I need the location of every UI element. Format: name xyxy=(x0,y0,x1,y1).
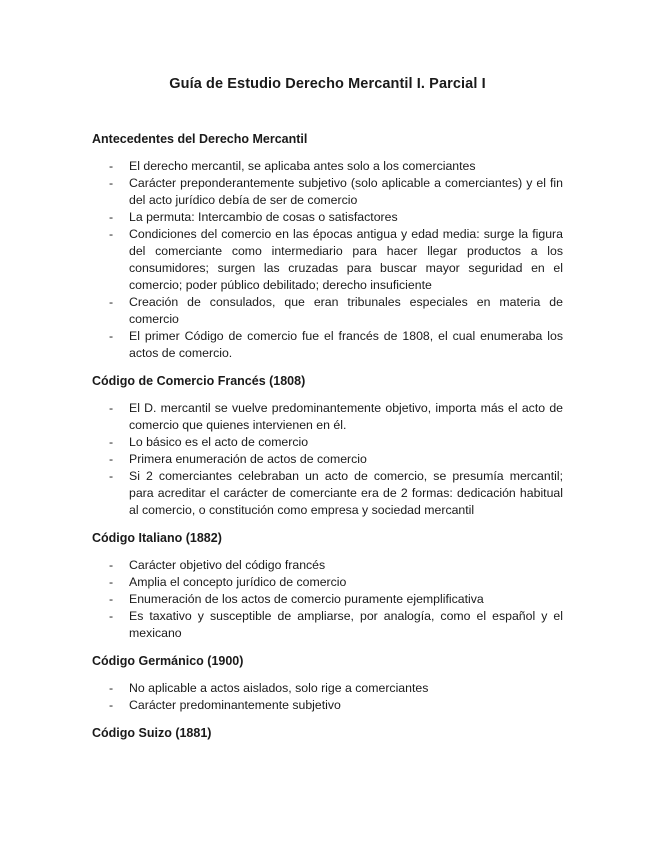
dash-bullet-icon: - xyxy=(109,592,114,606)
dash-bullet-icon: - xyxy=(109,452,114,466)
list-item xyxy=(92,451,563,468)
dash-bullet-icon: - xyxy=(109,698,114,712)
dash-bullet-icon: - xyxy=(109,329,114,343)
dash-bullet-icon: - xyxy=(109,681,114,695)
dash-bullet-icon: - xyxy=(109,210,114,224)
bullet-list xyxy=(92,680,563,714)
list-item-text: La permuta: Intercambio de cosas o satisfactores xyxy=(129,210,398,224)
list-item xyxy=(92,209,563,226)
list-item-text: El D. mercantil se vuelve predominantemente objetivo, importa más el acto de comercio que quienes intervienen en él. xyxy=(129,401,563,432)
bullet-list xyxy=(92,400,563,519)
document-title: Guía de Estudio Derecho Mercantil I. Parcial I xyxy=(169,76,486,92)
document-body xyxy=(92,132,563,740)
section-heading: Antecedentes del Derecho Mercantil xyxy=(92,132,308,146)
list-item xyxy=(92,574,563,591)
dash-bullet-icon: - xyxy=(109,558,114,572)
list-item-text: Es taxativo y susceptible de ampliarse, por analogía, como el español y el mexicano xyxy=(129,609,563,640)
list-item xyxy=(92,175,563,209)
list-item-text: Carácter predominantemente subjetivo xyxy=(129,698,341,712)
list-item xyxy=(92,434,563,451)
dash-bullet-icon: - xyxy=(109,227,114,241)
list-item xyxy=(92,697,563,714)
dash-bullet-icon: - xyxy=(109,435,114,449)
list-item-text: Enumeración de los actos de comercio puramente ejemplificativa xyxy=(129,592,484,606)
list-item xyxy=(92,226,563,294)
dash-bullet-icon: - xyxy=(109,469,114,483)
section-heading: Código Germánico (1900) xyxy=(92,654,244,668)
list-item xyxy=(92,557,563,574)
list-item-text: Creación de consulados, que eran tribunales especiales en materia de comercio xyxy=(129,295,563,326)
list-item-text: Primera enumeración de actos de comercio xyxy=(129,452,367,466)
list-item xyxy=(92,468,563,519)
list-item xyxy=(92,591,563,608)
dash-bullet-icon: - xyxy=(109,575,114,589)
list-item-text: Si 2 comerciantes celebraban un acto de comercio, se presumía mercantil; para acreditar el carácter de comerciante era de 2 formas: dedicación habitual al comercio, o constitución como empresa y sociedad mercantil xyxy=(129,469,563,517)
list-item-text: Carácter objetivo del código francés xyxy=(129,558,326,572)
list-item xyxy=(92,608,563,642)
list-item xyxy=(92,328,563,362)
dash-bullet-icon: - xyxy=(109,401,114,415)
bullet-list xyxy=(92,158,563,362)
list-item-text: No aplicable a actos aislados, solo rige a comerciantes xyxy=(129,681,429,695)
list-item-text: Condiciones del comercio en las épocas antigua y edad media: surge la figura del comerciante como intermediario para hacer llegar productos a los consumidores; surgen las cruzadas para buscar mayor seguridad en el comercio; poder público debilitado; derecho insuficiente xyxy=(129,227,563,292)
dash-bullet-icon: - xyxy=(109,295,114,309)
bullet-list xyxy=(92,557,563,642)
dash-bullet-icon: - xyxy=(109,609,114,623)
list-item xyxy=(92,680,563,697)
list-item-text: Amplia el concepto jurídico de comercio xyxy=(129,575,347,589)
section-heading: Código Italiano (1882) xyxy=(92,531,222,545)
section-heading: Código de Comercio Francés (1808) xyxy=(92,374,306,388)
list-item-text: El derecho mercantil, se aplicaba antes solo a los comerciantes xyxy=(129,159,476,173)
dash-bullet-icon: - xyxy=(109,176,114,190)
list-item-text: El primer Código de comercio fue el francés de 1808, el cual enumeraba los actos de comercio. xyxy=(129,329,563,360)
dash-bullet-icon: - xyxy=(109,159,114,173)
list-item xyxy=(92,158,563,175)
list-item xyxy=(92,400,563,434)
section-heading: Código Suizo (1881) xyxy=(92,726,212,740)
list-item-text: Carácter preponderantemente subjetivo (solo aplicable a comerciantes) y el fin del acto jurídico debía de ser de comercio xyxy=(129,176,563,207)
list-item-text: Lo básico es el acto de comercio xyxy=(129,435,309,449)
list-item xyxy=(92,294,563,328)
